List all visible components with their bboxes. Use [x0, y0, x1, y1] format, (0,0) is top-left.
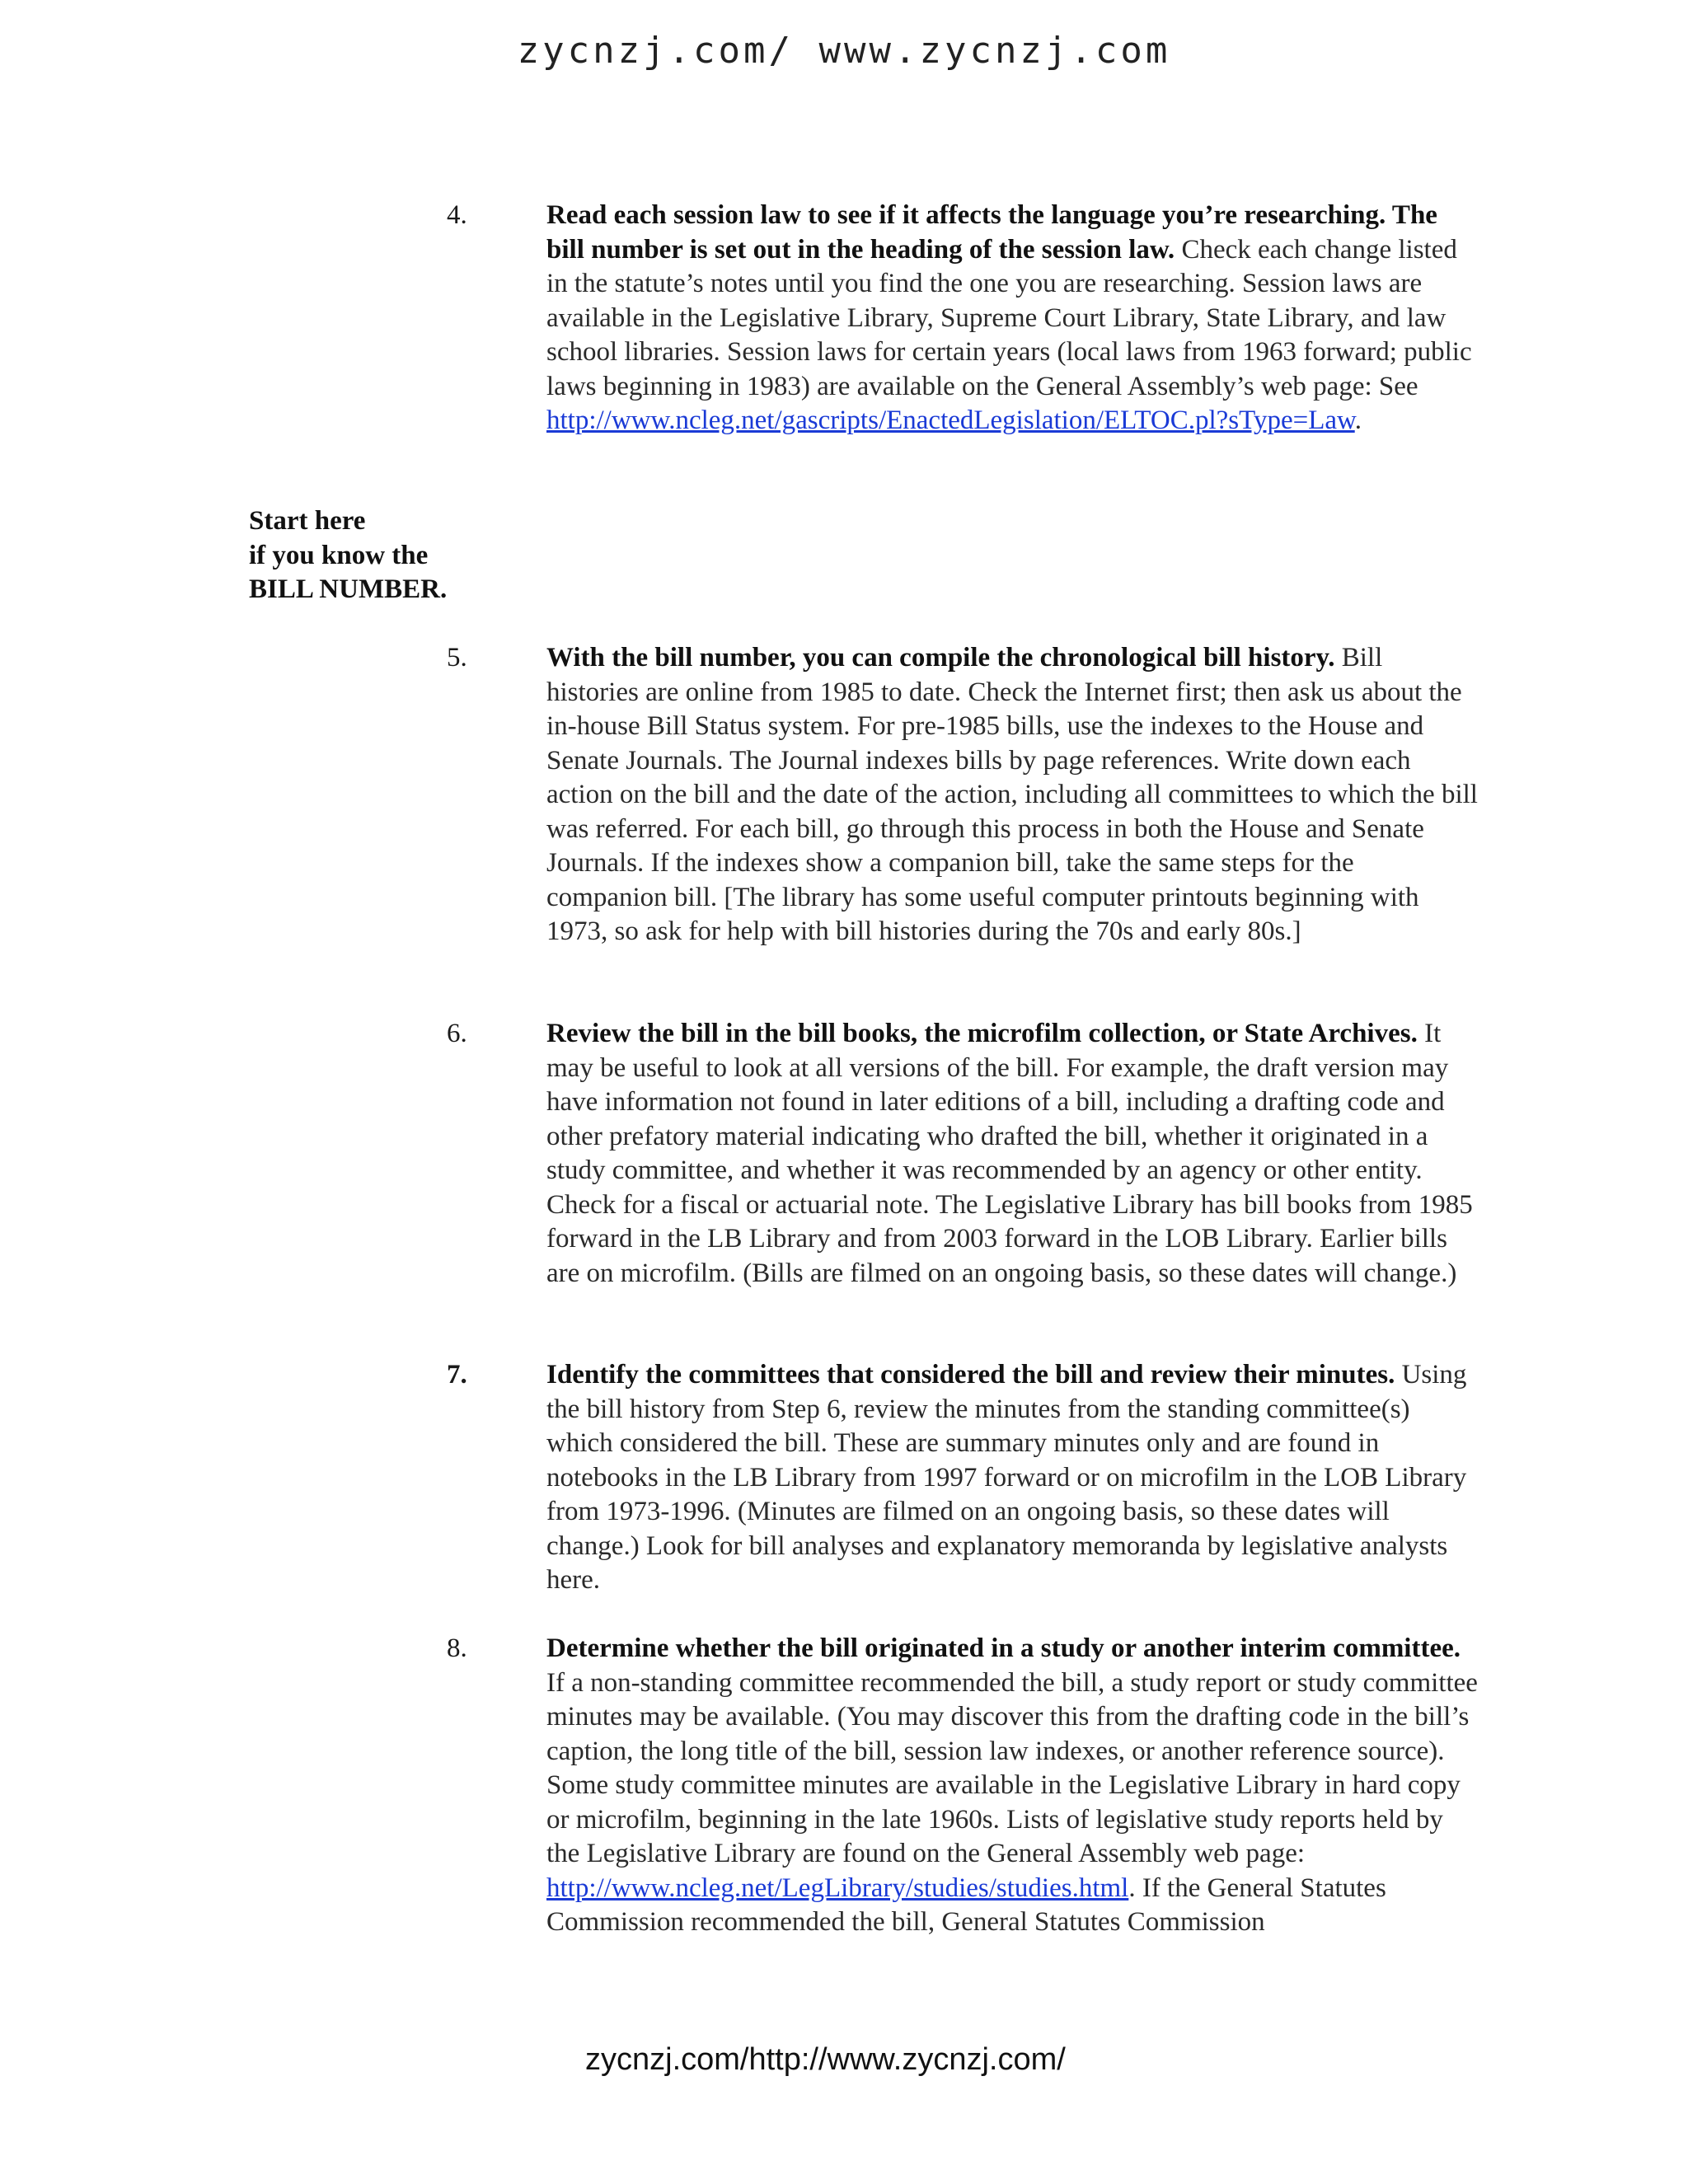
- item-body: [546, 199, 1478, 438]
- side-note-line: Start here: [249, 506, 366, 536]
- item-lead: With the bill number, you can compile the chronological bill history.: [546, 643, 1335, 673]
- item-text: If a non-standing committee recommended the bill, a study report or study committee minutes may be available. (You may discover this from the drafting code in the bill’s caption, the long title of the bill, session law indexes, or another reference source). Some study committee minutes are available in the Legislative Library in hard copy or microfilm, beginning in the late 1960s. Lists of legislative study reports held by the Legislative Library are found on the General Assembly web page:: [546, 1667, 1478, 1868]
- item-text: Check each change listed in the statute’s notes until you find the one you are researching. Session laws are available in the Legislative Library, Supreme Court Library, State Library, and law school libraries. Session laws for certain years (local laws from 1963 forward; public laws beginning in 1983) are available on the General Assembly’s web page: See: [546, 234, 1472, 401]
- item-body: [546, 1017, 1478, 1291]
- item-number: 7.: [447, 1360, 467, 1390]
- item-number: 6.: [447, 1019, 467, 1048]
- item-text: Using the bill history from Step 6, review the minutes from the standing committee(s) which considered the bill. These are summary minutes only and are found in notebooks in the LB Library from 1997 forward or on microfilm in the LOB Library from 1973-1996. (Minutes are filmed on an ongoing basis, so these dates will change.) Look for bill analyses and explanatory memoranda by legislative analysts here.: [546, 1360, 1467, 1595]
- item-number: 8.: [447, 1633, 467, 1663]
- item-lead: Read each session law to see if it affects the language you’re researching. The bill number is set out in the heading of the session law.: [546, 200, 1437, 265]
- item-text: It may be useful to look at all versions of the bill. For example, the draft version may have information not found in later editions of a bill, including a drafting code and other prefatory material indicating who drafted the bill, whether it originated in a study committee, and whether it was recommended by an agency or other entity. Check for a fiscal or actuarial note. The Legislative Library has bill books from 1985 forward in the LB Library and from 2003 forward in the LOB Library. Earlier bills are on microfilm. (Bills are filmed on an ongoing basis, so these dates will change.): [546, 1019, 1473, 1288]
- study-reports-link[interactable]: http://www.ncleg.net/LegLibrary/studies/studies.html: [546, 1872, 1129, 1903]
- item-number: 4.: [447, 200, 467, 230]
- side-note-line: BILL NUMBER.: [249, 574, 448, 604]
- header-watermark: zycnzj.com/ www.zycnzj.com: [517, 30, 1171, 72]
- item-text-after: .: [1354, 405, 1362, 435]
- session-laws-link[interactable]: http://www.ncleg.net/gascripts/EnactedLegislation/ELTOC.pl?sType=Law: [546, 405, 1355, 435]
- item-text: Bill histories are online from 1985 to date. Check the Internet first; then ask us about the in-house Bill Status system. For pre-1985 bills, use the indexes to the House and Senate Journals. The Journal indexes bills by page references. Write down each action on the bill and the date of the action, including all committees to which the bill was referred. For each bill, go through this process in both the House and Senate Journals. If the indexes show a companion bill, take the same steps for the companion bill. [The library has some useful computer printouts beginning with 1973, so ask for help with bill histories during the 70s and early 80s.]: [546, 643, 1478, 946]
- side-note: [249, 504, 447, 607]
- item-body: [546, 1632, 1478, 1940]
- item-body: [546, 1358, 1478, 1598]
- item-text-after: . If the General Statutes Commission recommended the bill, General Statutes Commission: [546, 1872, 1386, 1937]
- side-note-line: if you know the: [249, 540, 429, 570]
- item-lead: Determine whether the bill originated in a study or another interim committee.: [546, 1633, 1461, 1663]
- item-lead: Identify the committees that considered the bill and review their minutes.: [546, 1360, 1395, 1390]
- item-body: [546, 641, 1478, 949]
- item-lead: Review the bill in the bill books, the microfilm collection, or State Archives.: [546, 1019, 1418, 1048]
- item-number: 5.: [447, 643, 467, 673]
- footer-watermark: zycnzj.com/http://www.zycnzj.com/: [585, 2042, 1066, 2077]
